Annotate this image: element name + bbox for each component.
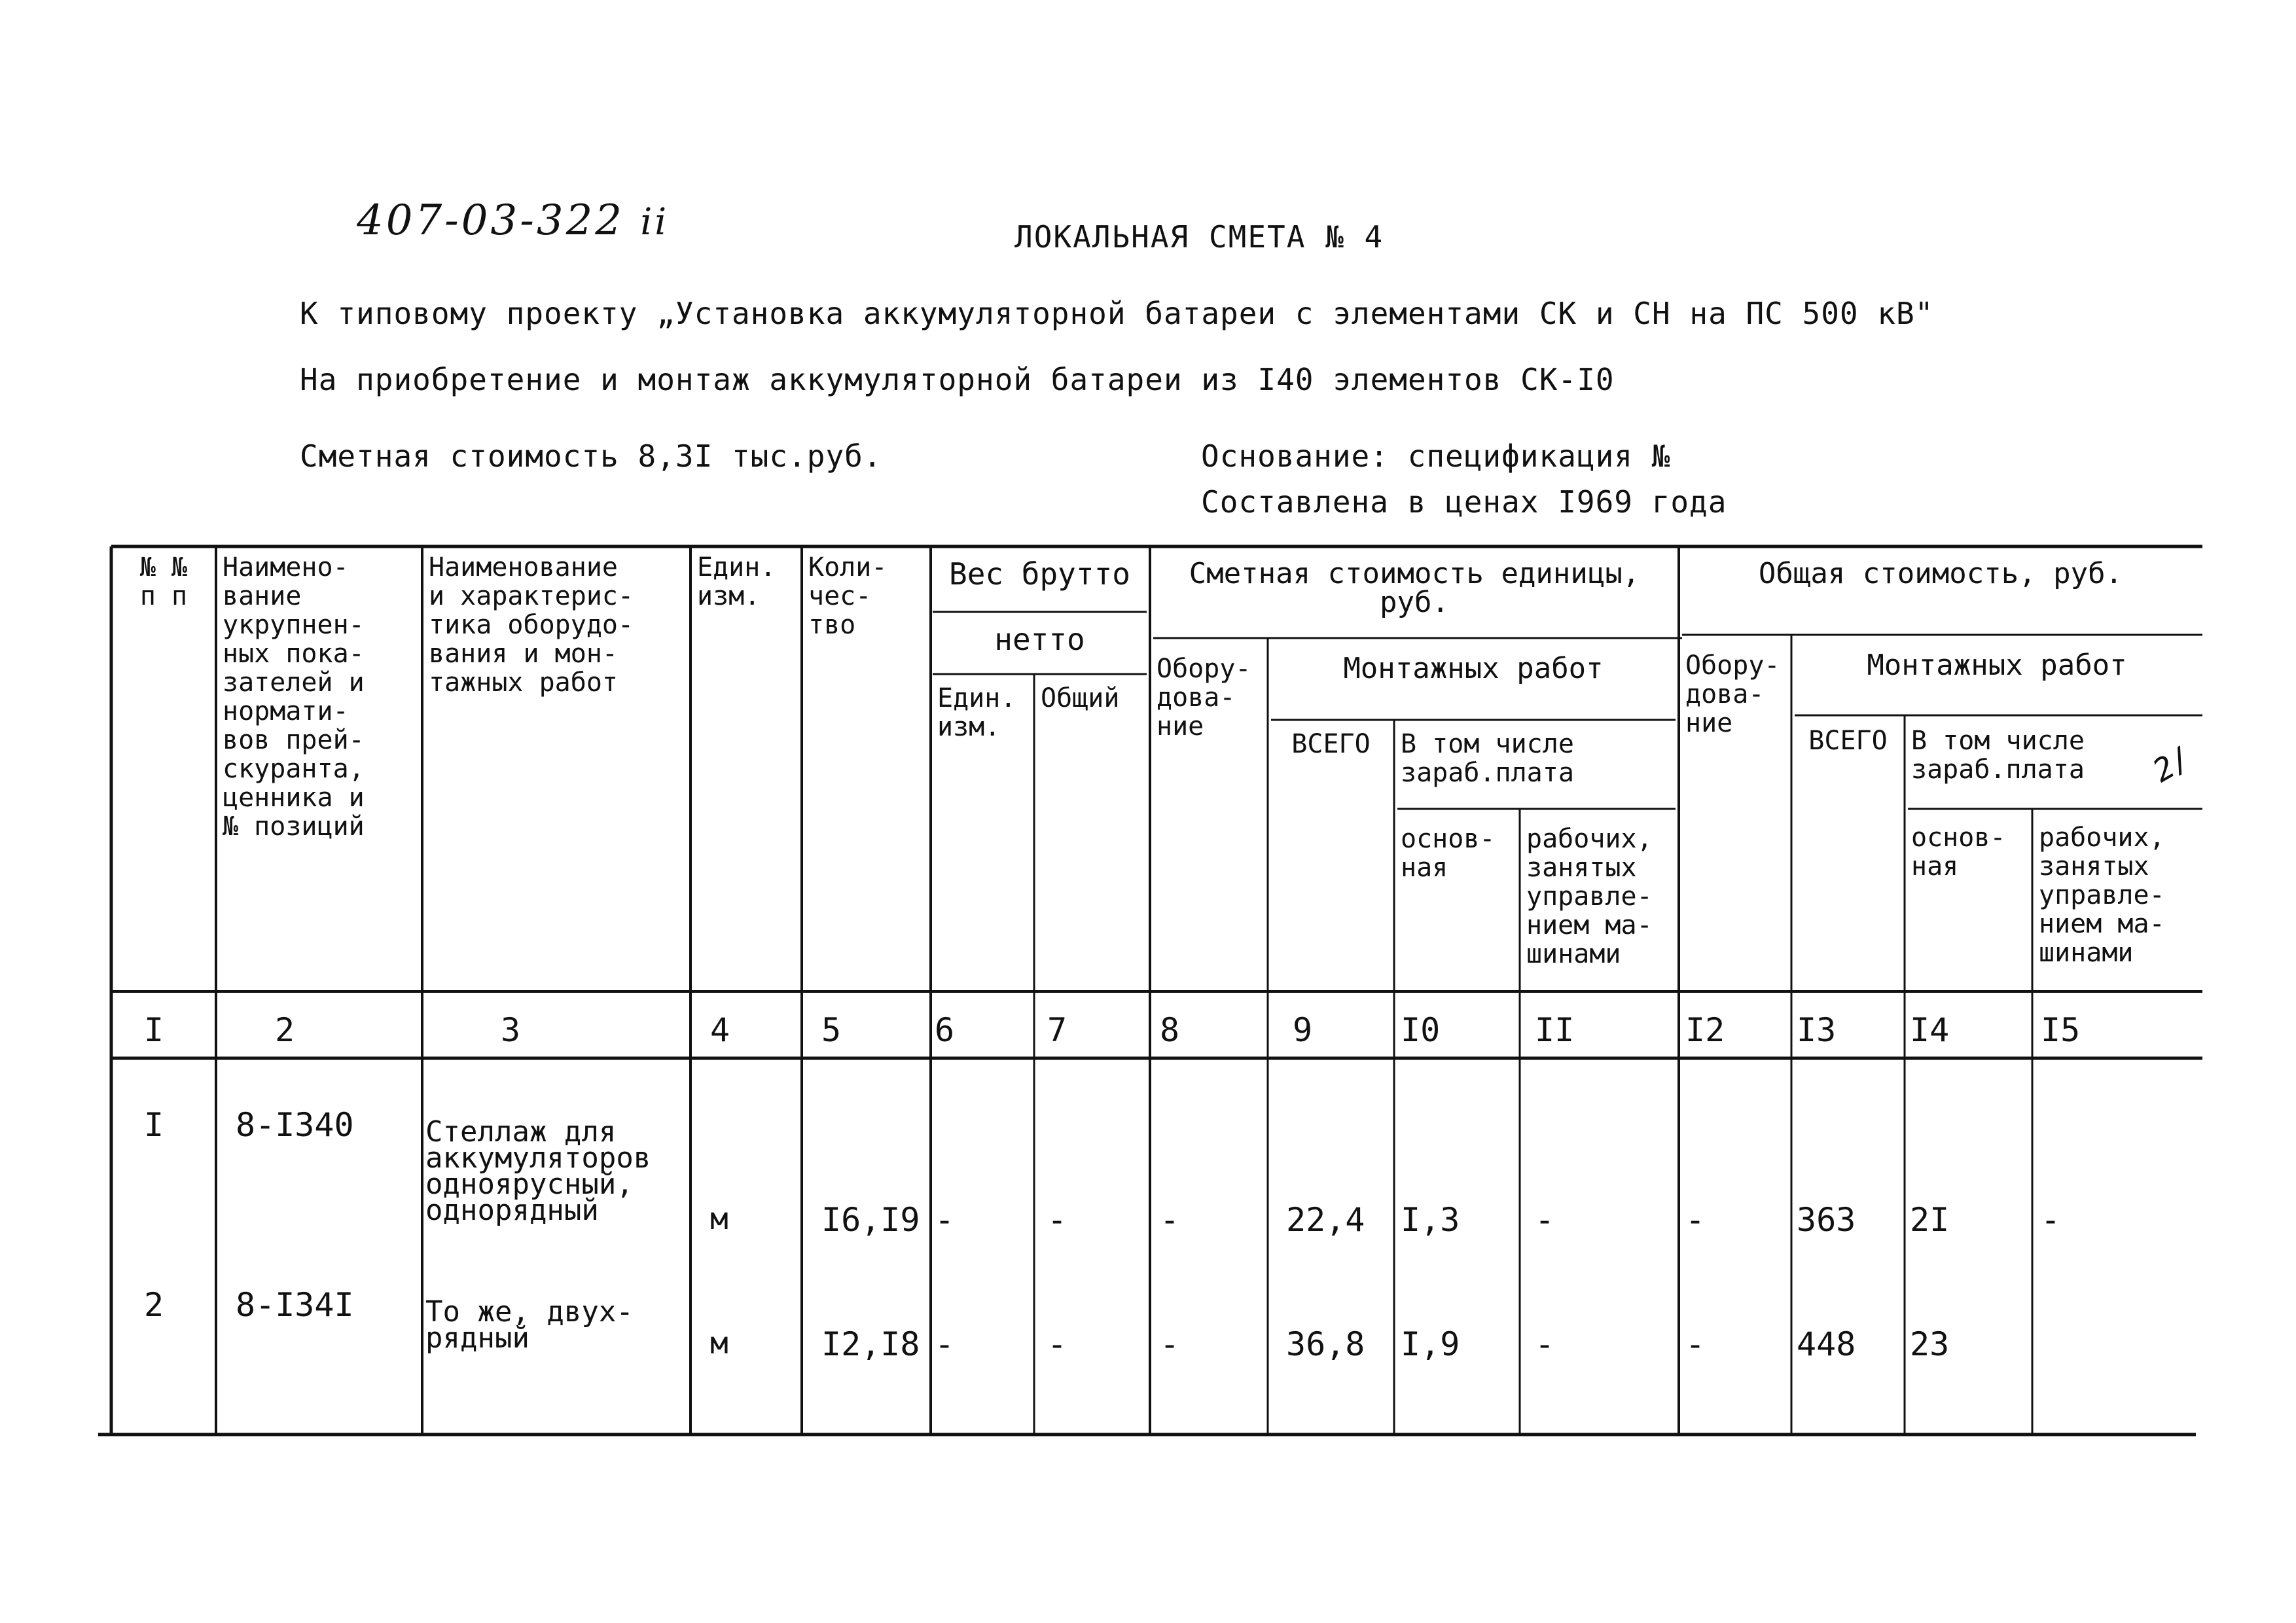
header-total-equipment: Обору- дова- ние bbox=[1685, 651, 1780, 738]
unit-total: 22,4 bbox=[1286, 1201, 1365, 1239]
col-number: II bbox=[1535, 1011, 1575, 1049]
document-code: 407-03-322 ii bbox=[357, 196, 670, 245]
header-weight-unit: Един. изм. bbox=[937, 683, 1016, 742]
unit: м bbox=[710, 1201, 728, 1236]
header-unit-wages: В том числе зараб.плата bbox=[1401, 729, 1574, 788]
unit-basic-wage: I,9 bbox=[1401, 1325, 1460, 1363]
header-unit-machine: рабочих, занятых управле- нием ма- шинами bbox=[1526, 824, 1653, 969]
header-unit-cost: Сметная стоимость единицы, руб. bbox=[1189, 557, 1640, 619]
header-total-wages: В том числе зараб.плата bbox=[1911, 726, 2085, 785]
work-name: То же, двух- рядный bbox=[425, 1295, 634, 1355]
unit-equipment: - bbox=[1160, 1325, 1180, 1363]
header-total-machine: рабочих, занятых управле- нием ма- шинами bbox=[2039, 823, 2165, 968]
col-number: 8 bbox=[1160, 1011, 1180, 1049]
unit-total: 36,8 bbox=[1286, 1325, 1365, 1363]
header-unit-total: ВСЕГО bbox=[1291, 729, 1371, 759]
cost-line: Сметная стоимость 8,3I тыс.руб. bbox=[300, 438, 882, 474]
price-code: 8-I34I bbox=[236, 1286, 354, 1324]
margin-mark: 2/ bbox=[2146, 739, 2198, 790]
weight-total: - bbox=[1047, 1325, 1067, 1363]
col-number: I5 bbox=[2041, 1011, 2081, 1049]
col-number: 7 bbox=[1047, 1011, 1067, 1049]
weight-unit: - bbox=[935, 1325, 955, 1363]
header-total-basic: основ- ная bbox=[1911, 823, 2006, 882]
header-weight-total: Общий bbox=[1041, 683, 1120, 713]
unit: м bbox=[710, 1325, 728, 1361]
total-equipment: - bbox=[1685, 1325, 1706, 1363]
quantity: I6,I9 bbox=[821, 1201, 920, 1239]
total-all: 363 bbox=[1797, 1201, 1856, 1239]
header-unit-equipment: Обору- дова- ние bbox=[1157, 654, 1251, 741]
work-name: Стеллаж для аккумуляторов одноярусный, однорядный bbox=[425, 1115, 651, 1227]
unit-machine-wage: - bbox=[1535, 1201, 1555, 1239]
total-basic-wage: 2I bbox=[1910, 1201, 1950, 1239]
weight-total: - bbox=[1047, 1201, 1067, 1239]
header-total-all: ВСЕГО bbox=[1808, 726, 1888, 756]
purpose-line: На приобретение и монтаж аккумуляторной батареи из I40 элементов СК-I0 bbox=[300, 362, 1615, 397]
header-weight-net: нетто bbox=[994, 622, 1085, 657]
col-number: 3 bbox=[501, 1011, 521, 1049]
handwritten-mark: ii bbox=[640, 201, 670, 243]
basis-line: Основание: спецификация № bbox=[1201, 438, 1671, 474]
total-equipment: - bbox=[1685, 1201, 1706, 1239]
col-number: I2 bbox=[1685, 1011, 1725, 1049]
project-line: К типовому проекту „Установка аккумуляторной батареи с элементами СК и СН на ПС 500 кВ" bbox=[300, 296, 1934, 331]
col-number: 5 bbox=[821, 1011, 842, 1049]
header-work-name: Наименование и характерис- тика оборудо- вания и мон- тажных работ bbox=[429, 552, 634, 698]
row-number: I bbox=[144, 1106, 164, 1144]
col-number: I4 bbox=[1910, 1011, 1950, 1049]
header-weight-gross: Вес брутто bbox=[949, 556, 1130, 592]
total-all: 448 bbox=[1797, 1325, 1856, 1363]
unit-machine-wage: - bbox=[1535, 1325, 1555, 1363]
unit-equipment: - bbox=[1160, 1201, 1180, 1239]
prices-line: Составлена в ценах I969 года bbox=[1201, 484, 1727, 520]
col-number: 6 bbox=[935, 1011, 955, 1049]
unit-basic-wage: I,3 bbox=[1401, 1201, 1460, 1239]
quantity: I2,I8 bbox=[821, 1325, 920, 1363]
col-number: 9 bbox=[1293, 1011, 1313, 1049]
weight-unit: - bbox=[935, 1201, 955, 1239]
header-quantity: Коли- чес- тво bbox=[808, 552, 888, 640]
total-machine-wage: - bbox=[2041, 1201, 2061, 1239]
document-title: ЛОКАЛЬНАЯ СМЕТА № 4 bbox=[1014, 219, 1384, 255]
col-number: 4 bbox=[710, 1011, 730, 1049]
header-total-cost: Общая стоимость, руб. bbox=[1758, 557, 2123, 590]
price-code: 8-I340 bbox=[236, 1106, 354, 1144]
col-number: I bbox=[144, 1011, 164, 1049]
header-unit: Един. изм. bbox=[697, 552, 776, 611]
header-unit-mounting: Монтажных работ bbox=[1343, 652, 1604, 685]
header-unit-basic: основ- ная bbox=[1401, 824, 1496, 883]
row-number: 2 bbox=[144, 1286, 164, 1324]
col-number: 2 bbox=[275, 1011, 295, 1049]
total-basic-wage: 23 bbox=[1910, 1325, 1950, 1363]
header-row-number: № № п п bbox=[139, 552, 188, 611]
header-total-mounting: Монтажных работ bbox=[1867, 649, 2127, 682]
col-number: I0 bbox=[1401, 1011, 1441, 1049]
col-number: I3 bbox=[1797, 1011, 1837, 1049]
header-price-code: Наимено- вание укрупнен- ных пока- зателей и нормати- вов прей- скуранта, ценника и № позиций bbox=[223, 552, 365, 842]
